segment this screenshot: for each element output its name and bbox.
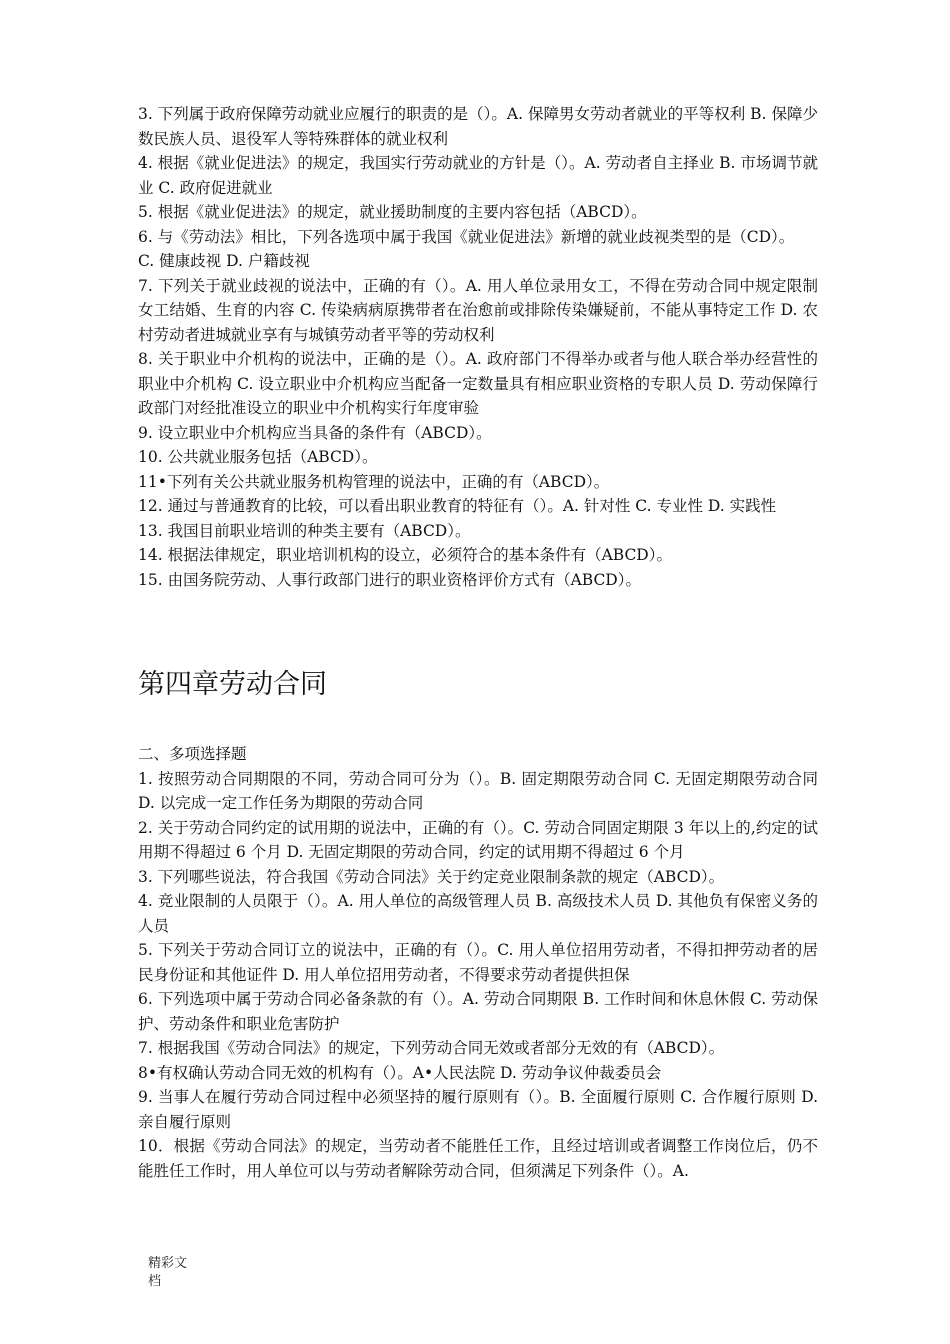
question-item: 13. 我国目前职业培训的种类主要有（ABCD）。 [138,521,471,540]
footer-watermark [148,1255,208,1291]
question-item: 1. 按照劳动合同期限的不同，劳动合同可分为（）。B. 固定期限劳动合同 C. 无固定期限劳动合同 D. 以完成一定工作任务为期限的劳动合同 [138,769,818,812]
question-item: 8•有权确认劳动合同无效的机构有（）。A•人民法院 D. 劳动争议仲裁委员会 [138,1063,662,1082]
question-item: C. 健康歧视 D. 户籍歧视 [138,252,310,270]
question-item: 3. 下列属于政府保障劳动就业应履行的职责的是（）。A. 保障男女劳动者就业的平等权利 B. 保障少数民族人员、退役军人等特殊群体的就业权利 [138,105,818,148]
question-item: 14. 根据法律规定，职业培训机构的设立，必须符合的基本条件有（ABCD）。 [138,546,672,564]
question-list-labor-contract [138,742,818,1183]
question-list-employment [138,102,818,592]
question-item: 11•下列有关公共就业服务机构管理的说法中，正确的有（ABCD）。 [138,472,610,491]
footer-line: 档 [148,1274,162,1289]
question-item: 4. 竞业限制的人员限于（）。A. 用人单位的高级管理人员 B. 高级技术人员 D. 其他负有保密义务的人员 [138,892,818,935]
question-item: 4. 根据《就业促进法》的规定，我国实行劳动就业的方针是（）。A. 劳动者自主择业 B. 市场调节就业 C. 政府促进就业 [138,154,818,197]
question-item: 5. 根据《就业促进法》的规定，就业援助制度的主要内容包括（ABCD）。 [138,203,647,221]
section-subtitle: 二、多项选择题 [138,745,247,763]
question-item: 9. 当事人在履行劳动合同过程中必须坚持的履行原则有（）。B. 全面履行原则 C. 合作履行原则 D. 亲自履行原则 [138,1088,818,1131]
question-item: 8. 关于职业中介机构的说法中，正确的是（）。A. 政府部门不得举办或者与他人联合举办经营性的职业中介机构 C. 设立职业中介机构应当配备一定数量具有相应职业资格的专职人员 D. 劳动保障行政部门对经批准设立的职业中介机构实行年度审验 [138,350,818,417]
question-item: 10. 公共就业服务包括（ABCD）。 [138,448,378,466]
question-item: 12. 通过与普通教育的比较，可以看出职业教育的特征有（）。A. 针对性 C. 专业性 D. 实践性 [138,497,777,515]
question-item: 6. 下列选项中属于劳动合同必备条款的有（）。A. 劳动合同期限 B. 工作时间和休息休假 C. 劳动保护、劳动条件和职业危害防护 [138,990,818,1033]
question-item: 2. 关于劳动合同约定的试用期的说法中，正确的有（）。C. 劳动合同固定期限 3 年以上的,约定的试用期不得超过 6 个月 D. 无固定期限的劳动合同，约定的试用期不得超过 6 个月 [138,818,818,861]
question-item: 7. 根据我国《劳动合同法》的规定，下列劳动合同无效或者部分无效的有（ABCD）。 [138,1039,725,1057]
chapter-title: 第四章劳动合同 [138,669,327,700]
question-item: 15. 由国务院劳动、人事行政部门进行的职业资格评价方式有（ABCD）。 [138,570,641,589]
question-item: 10．根据《劳动合同法》的规定，当劳动者不能胜任工作，且经过培训或者调整工作岗位后，仍不能胜任工作时，用人单位可以与劳动者解除劳动合同，但须满足下列条件（）。A. [138,1137,818,1180]
question-item: 5. 下列关于劳动合同订立的说法中，正确的有（）。C. 用人单位招用劳动者，不得扣押劳动者的居民身份证和其他证件 D. 用人单位招用劳动者，不得要求劳动者提供担保 [138,941,818,984]
footer-line: 精彩文 [148,1256,188,1271]
question-item: 9. 设立职业中介机构应当具备的条件有（ABCD）。 [138,423,492,442]
question-item: 7. 下列关于就业歧视的说法中，正确的有（）。A. 用人单位录用女工，不得在劳动合同中规定限制女工结婚、生育的内容 C. 传染病病原携带者在治愈前或排除传染嫌疑前，不能从事特定工作 D. 农村劳动者进城就业享有与城镇劳动者平等的劳动权利 [138,276,818,344]
question-item: 3. 下列哪些说法，符合我国《劳动合同法》关于约定竞业限制条款的规定（ABCD）。 [138,867,725,886]
question-item: 6. 与《劳动法》相比，下列各选项中属于我国《就业促进法》新增的就业歧视类型的是（CD）。 [138,227,795,246]
